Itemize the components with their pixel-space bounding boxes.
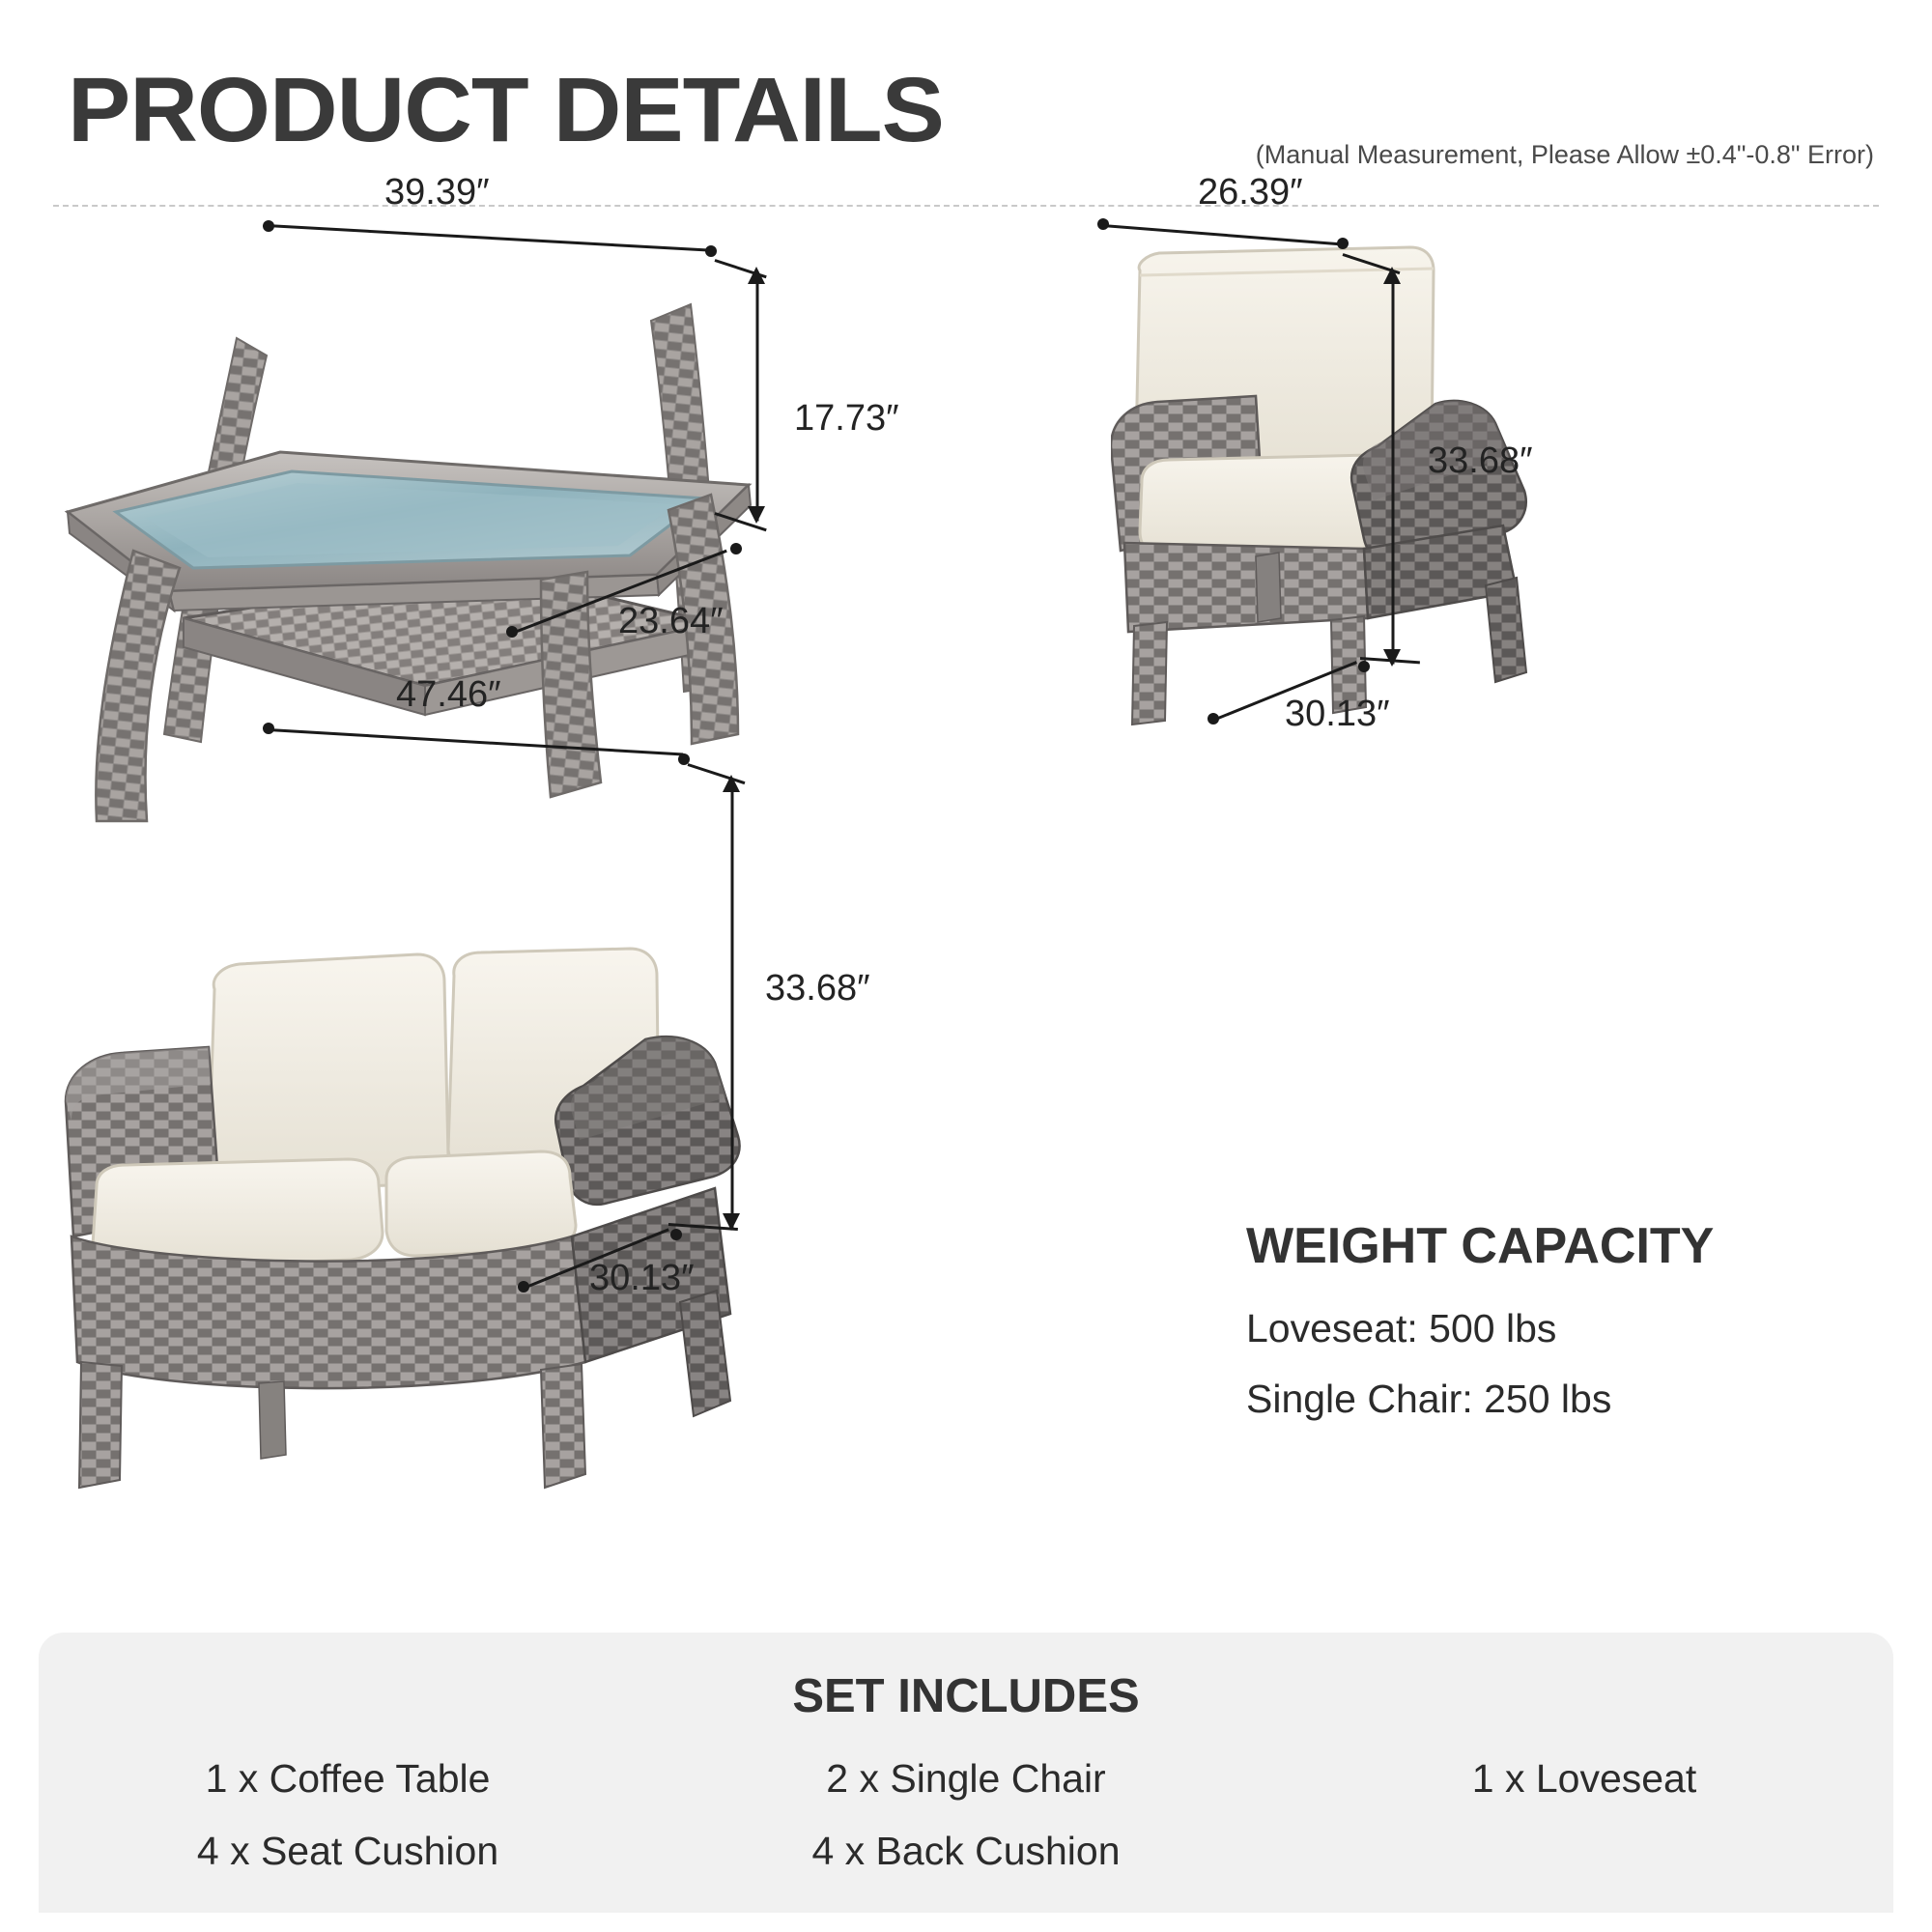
- dim-arrow: [723, 775, 740, 792]
- set-includes-title: SET INCLUDES: [792, 1670, 1140, 1722]
- set-item: 1 x Coffee Table: [205, 1756, 491, 1801]
- weight-capacity-single-chair: Single Chair: 250 lbs: [1246, 1377, 1612, 1421]
- set-item: 4 x Seat Cushion: [196, 1829, 499, 1873]
- set-item: 4 x Back Cushion: [811, 1829, 1121, 1873]
- loveseat-depth-label: 30.13″: [589, 1258, 695, 1298]
- single-chair-illustration: [1111, 232, 1884, 850]
- set-item: 1 x Loveseat: [1471, 1756, 1697, 1801]
- loveseat-height-label: 33.68″: [765, 968, 870, 1009]
- dim-arrow: [748, 506, 765, 524]
- single-chair-figure: [1111, 172, 1884, 850]
- coffee-table-illustration: [39, 232, 985, 831]
- set-includes-grid: [39, 1756, 1893, 1874]
- dim-endpoint: [670, 1229, 682, 1240]
- loveseat-width-label: 47.46″: [396, 674, 501, 715]
- loveseat-figure: [39, 674, 927, 1623]
- dim-line-height: [731, 786, 734, 1229]
- set-item: [1275, 1829, 1893, 1874]
- dim-arrow: [723, 1213, 740, 1231]
- dim-arrow: [1383, 649, 1401, 667]
- loveseat-illustration: [39, 947, 927, 1623]
- coffee-table-height-label: 17.73″: [794, 398, 899, 439]
- dim-endpoint: [705, 245, 717, 257]
- measurement-note: (Manual Measurement, Please Allow ±0.4"-0.8" Error): [1255, 140, 1874, 169]
- coffee-table-width-label: 39.39″: [384, 172, 490, 213]
- single-chair-width-label: 26.39″: [1198, 172, 1303, 213]
- dim-line-height: [1392, 278, 1395, 665]
- page-title: PRODUCT DETAILS: [68, 59, 944, 161]
- dim-endpoint: [1337, 238, 1349, 249]
- page-header: [58, 39, 1874, 184]
- single-chair-depth-label: 30.13″: [1285, 694, 1390, 734]
- header-divider: [53, 205, 1879, 207]
- weight-capacity-block: [1246, 1217, 1864, 1447]
- set-includes-panel: [39, 1633, 1893, 1913]
- dim-arrow: [748, 267, 765, 284]
- single-chair-height-label: 33.68″: [1428, 440, 1533, 481]
- dim-endpoint: [1358, 661, 1370, 672]
- set-item: 2 x Single Chair: [826, 1756, 1106, 1801]
- dim-line-height: [756, 278, 759, 522]
- coffee-table-depth-label: 23.64″: [618, 601, 724, 641]
- weight-capacity-loveseat: Loveseat: 500 lbs: [1246, 1306, 1557, 1350]
- dim-arrow: [1383, 267, 1401, 284]
- coffee-table-figure: [39, 172, 985, 831]
- dim-endpoint: [730, 543, 742, 554]
- weight-capacity-title: WEIGHT CAPACITY: [1246, 1218, 1715, 1274]
